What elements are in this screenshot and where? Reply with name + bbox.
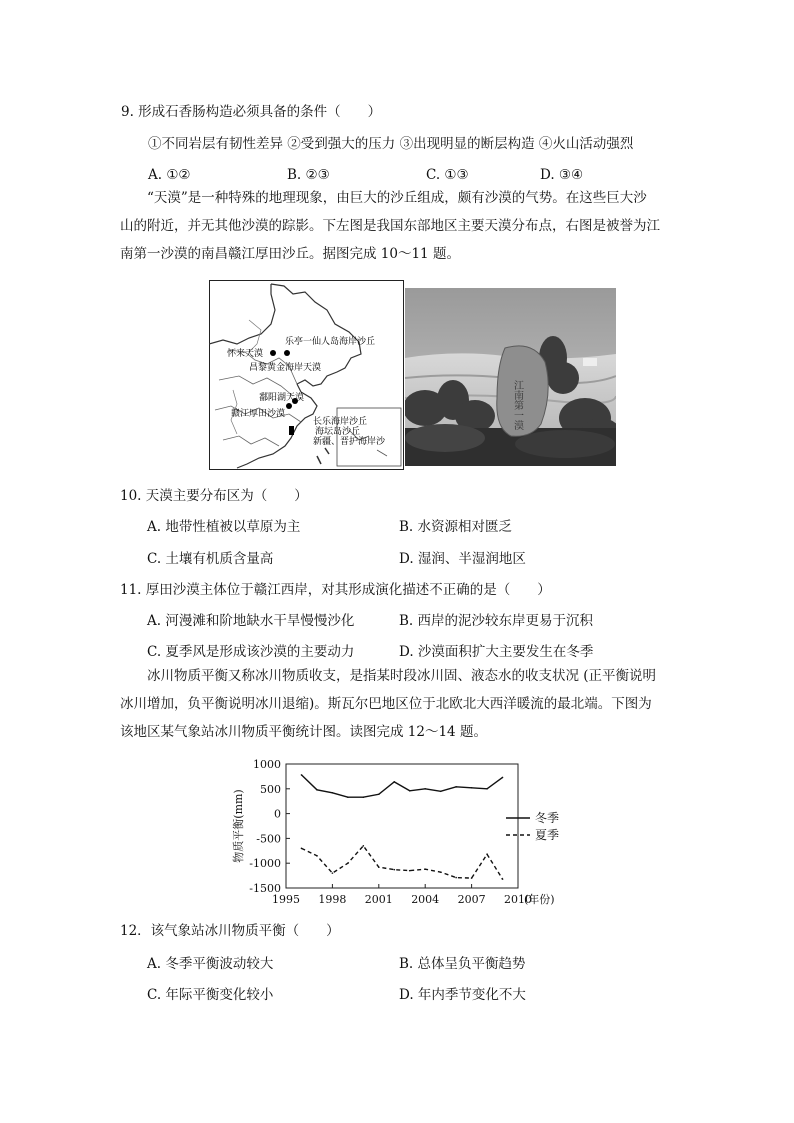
q9-options-line: ①不同岩层有韧性差异 ②受到强大的压力 ③出现明显的断层构造 ④火山活动强烈 [148, 136, 634, 152]
q9-stem: 9. 形成石香肠构造必须具备的条件（ ） [121, 104, 382, 120]
x-tick-label: 1995 [272, 893, 300, 906]
data-point [332, 872, 334, 874]
data-point [363, 845, 365, 847]
data-point [363, 796, 365, 798]
q12-stem: 12．该气象站冰川物质平衡（ ） [120, 923, 340, 939]
plot-frame [286, 764, 518, 888]
chart-svg [228, 752, 578, 912]
y-tick-label: -1000 [249, 857, 281, 871]
passage1-line2: 山的附近，并无其他沙漠的踪影。下左图是我国东部地区主要天漠分布点，右图是被誉为江 [120, 218, 660, 234]
desert-distribution-map [209, 280, 404, 470]
data-point [502, 878, 504, 880]
q9-option-a: A. ①② [148, 167, 191, 183]
label-laoting: 乐亭一仙人岛海岸沙丘 [285, 337, 376, 347]
data-point [471, 787, 473, 789]
data-point [486, 788, 488, 790]
label-changle: 长乐海岸沙丘 [313, 417, 368, 427]
q10-option-d: D. 湿润、半湿润地区 [399, 551, 526, 567]
x-tick-label: 1998 [318, 893, 347, 906]
point-huailai [270, 350, 276, 356]
q11-stem: 11. 厚田沙漠主体位于赣江西岸，对其形成演化描述不正确的是（ ） [120, 582, 551, 598]
legend-label-0: 冬季 [535, 811, 560, 825]
q10-option-b: B. 水资源相对匮乏 [399, 519, 513, 535]
q11-option-a: A. 河漫滩和阶地缺水干旱慢慢沙化 [147, 613, 355, 629]
y-tick-label: -1500 [249, 882, 281, 895]
q9-option-b: B. ②③ [287, 167, 330, 183]
q12-option-a: A. 冬季平衡波动较大 [147, 956, 274, 972]
data-point [378, 866, 380, 868]
label-ganjiang: 赣江厚田沙漠 [231, 409, 286, 419]
q10-stem: 10. 天漠主要分布区为（ ） [120, 488, 308, 504]
label-poyang: 鄱阳湖天漠 [259, 393, 305, 403]
passage1-line1: “天漠”是一种特殊的地理现象，由巨大的沙丘组成，颇有沙漠的气势。在这些巨大沙 [147, 190, 647, 206]
data-point [424, 868, 426, 870]
q11-option-d: D. 沙漠面积扩大主要发生在冬季 [399, 644, 594, 660]
data-point [409, 790, 411, 792]
q12-option-b: B. 总体呈负平衡趋势 [399, 956, 526, 972]
stone-inscription: 江南第一漠 [511, 380, 523, 430]
label-xingang: 新疆、晋护海岸沙 [313, 437, 386, 447]
y-axis-label: 物质平衡(mm) [232, 789, 245, 863]
data-point [301, 848, 303, 850]
data-point [332, 792, 334, 794]
q11-option-c: C. 夏季风是形成该沙漠的主要动力 [147, 644, 355, 660]
data-point [378, 793, 380, 795]
q10-option-a: A. 地带性植被以草原为主 [147, 519, 301, 535]
y-tick-label: -500 [256, 832, 281, 846]
y-tick-label: 0 [274, 807, 281, 821]
data-point [440, 871, 442, 873]
passage2-line3: 该地区某气象站冰川物质平衡统计图。读图完成 12～14 题。 [120, 724, 487, 740]
data-point [502, 777, 504, 779]
q9-option-d: D. ③④ [540, 167, 584, 183]
label-haitan: 海坛岛沙丘 [315, 427, 361, 437]
data-point [455, 877, 457, 879]
point-changle [289, 426, 294, 435]
data-point [301, 774, 303, 776]
data-point [455, 786, 457, 788]
data-point [393, 781, 395, 783]
q10-option-c: C. 土壤有机质含量高 [147, 551, 274, 567]
data-point [471, 877, 473, 879]
q12-option-d: D. 年内季节变化不大 [399, 987, 526, 1003]
x-tick-label: 2004 [411, 893, 440, 906]
glacier-mass-balance-chart [228, 752, 578, 912]
series-line-1 [301, 846, 502, 879]
q12-option-c: C. 年际平衡变化较小 [147, 987, 274, 1003]
passage2-line1: 冰川物质平衡又称冰川物质收支，是指某时段冰川固、液态水的收支状况 (正平衡说明 [147, 668, 657, 684]
data-point [347, 796, 349, 798]
data-point [393, 869, 395, 871]
label-changli: 昌黎黄金海岸天漠 [249, 363, 322, 373]
x-tick-label: 2007 [457, 893, 486, 906]
legend-label-1: 夏季 [535, 828, 560, 842]
data-point [316, 789, 318, 791]
map-svg [209, 280, 404, 470]
data-point [347, 862, 349, 864]
x-tick-label: 2010 [504, 893, 532, 906]
x-tick-label: 2001 [364, 893, 393, 906]
y-tick-label: 1000 [253, 758, 281, 771]
photo-svg [405, 288, 616, 466]
data-point [316, 855, 318, 857]
houtian-dune-photo [405, 288, 616, 466]
x-axis-label: (年份) [524, 893, 555, 906]
point-laoting [284, 350, 290, 356]
y-tick-label: 500 [260, 782, 281, 796]
series-line-0 [301, 775, 502, 797]
label-huailai: 怀来天漠 [227, 349, 264, 359]
data-point [486, 853, 488, 855]
data-point [440, 790, 442, 792]
q9-option-c: C. ①③ [426, 167, 469, 183]
point-ganjiang [286, 403, 292, 409]
passage2-line2: 冰川增加，负平衡说明冰川退缩)。斯瓦尔巴地区位于北欧北大西洋暖流的最北端。下图为 [120, 696, 652, 712]
data-point [409, 870, 411, 872]
passage1-line3: 南第一沙漠的南昌赣江厚田沙丘。据图完成 10～11 题。 [120, 246, 460, 262]
q11-option-b: B. 西岸的泥沙较东岸更易于沉积 [399, 613, 594, 629]
data-point [424, 788, 426, 790]
